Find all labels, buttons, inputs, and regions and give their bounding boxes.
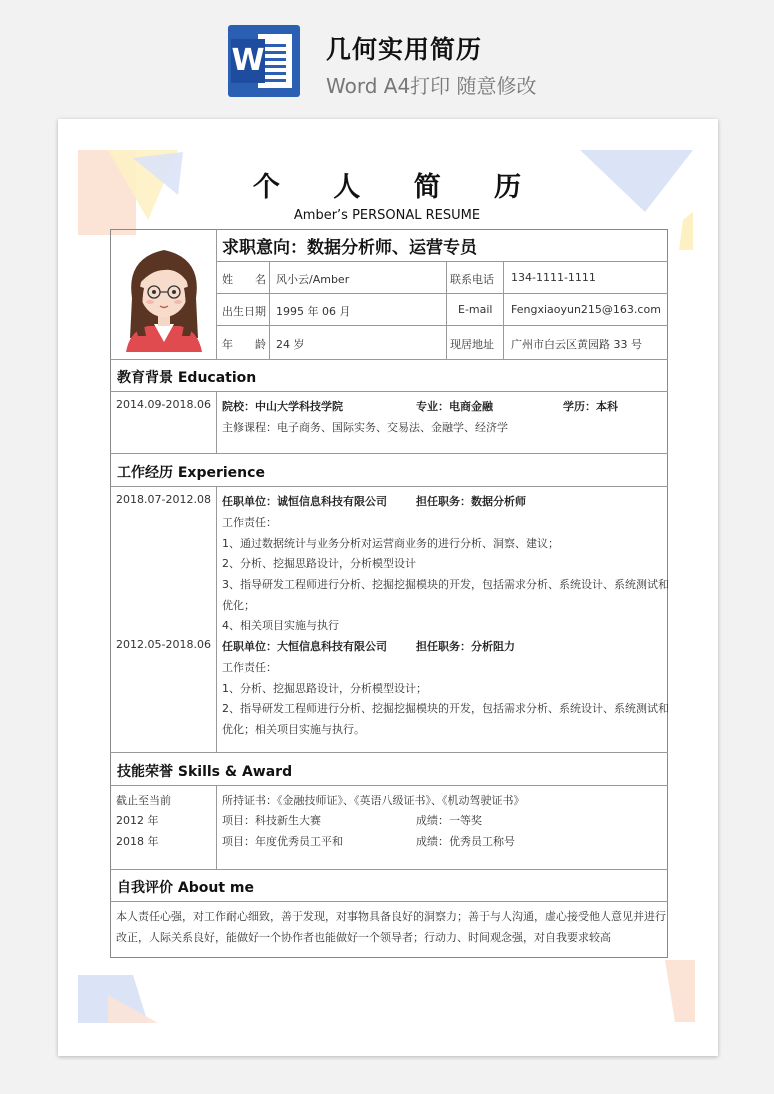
skill-item: 项目：科技新生大赛 bbox=[222, 814, 321, 827]
age-value: 24 岁 bbox=[276, 338, 305, 351]
resume-title: 个 人 简 历 bbox=[252, 172, 544, 203]
skill-date: 2018 年 bbox=[116, 835, 159, 848]
about-line: 改正，人际关系良好，能做好一个协作者也能做好一个领导者；行动力、时间观念强，对自我要求较高 bbox=[116, 931, 611, 944]
job-1-line: 2、分析、挖掘思路设计，分析模型设计 bbox=[222, 557, 416, 570]
name-label: 姓 名 bbox=[222, 273, 266, 286]
education-courses: 主修课程：电子商务、国际实务、交易法、金融学、经济学 bbox=[222, 421, 508, 434]
education-school: 院校：中山大学科技学院 bbox=[222, 400, 343, 413]
job-2-line: 1、分析、挖掘思路设计，分析模型设计； bbox=[222, 682, 427, 695]
job-1-period: 2018.07-2012.08 bbox=[116, 493, 211, 506]
decor-bottom-left bbox=[78, 975, 168, 1025]
education-heading: 教育背景 Education bbox=[117, 370, 257, 386]
banner-subtitle: Word A4打印 随意修改 bbox=[326, 74, 537, 98]
education-major: 专业：电商金融 bbox=[416, 400, 493, 413]
about-line: 本人责任心强，对工作耐心细致，善于发现，对事物具备良好的洞察力；善于与人沟通，虚心接受他人意见并进行 bbox=[116, 910, 666, 923]
age-label: 年 龄 bbox=[222, 338, 266, 351]
job-2-line: 2、指导研发工程师进行分析、挖掘挖掘模块的开发，包括需求分析、系统设计、系统测试和 bbox=[222, 702, 669, 715]
job-2-company: 任职单位：大恒信息科技有限公司 bbox=[222, 640, 387, 653]
address-label: 现居地址 bbox=[450, 338, 494, 351]
address-value: 广州市白云区黄园路 33 号 bbox=[511, 338, 642, 351]
job-1-line: 工作责任： bbox=[222, 516, 277, 529]
job-1-line: 3、指导研发工程师进行分析、挖掘挖掘模块的开发，包括需求分析、系统设计、系统测试和 bbox=[222, 578, 669, 591]
email-value: Fengxiaoyun215@163.com bbox=[511, 303, 661, 316]
education-degree: 学历：本科 bbox=[563, 400, 618, 413]
skill-item: 所持证书：《金融技师证》、《英语八级证书》、《机动驾驶证书》 bbox=[222, 794, 525, 807]
skill-result: 成绩：优秀员工称号 bbox=[416, 835, 515, 848]
job-2-line: 工作责任： bbox=[222, 661, 277, 674]
email-label: E-mail bbox=[458, 303, 493, 316]
education-period: 2014.09-2018.06 bbox=[116, 398, 211, 411]
job-1-company: 任职单位：诚恒信息科技有限公司 bbox=[222, 495, 387, 508]
about-heading: 自我评价 About me bbox=[117, 880, 254, 896]
birth-value: 1995 年 06 月 bbox=[276, 305, 351, 318]
banner-title: 几何实用简历 bbox=[326, 35, 483, 64]
job-1-line: 1、通过数据统计与业务分析对运营商业务的进行分析、洞察、建议； bbox=[222, 537, 559, 550]
name-value: 风小云/Amber bbox=[276, 273, 350, 286]
skills-heading: 技能荣誉 Skills & Award bbox=[117, 764, 293, 780]
skill-date: 截止至当前 bbox=[116, 794, 171, 807]
decor-bottom-right bbox=[655, 960, 697, 1022]
word-icon: W bbox=[228, 25, 300, 97]
phone-value: 134-1111-1111 bbox=[511, 271, 596, 284]
job-1-line: 优化； bbox=[222, 599, 255, 612]
avatar bbox=[118, 238, 210, 352]
skill-result: 成绩：一等奖 bbox=[416, 814, 482, 827]
experience-heading: 工作经历 Experience bbox=[117, 465, 265, 481]
job-1-line: 4、相关项目实施与执行 bbox=[222, 619, 339, 632]
skill-date: 2012 年 bbox=[116, 814, 159, 827]
banner bbox=[0, 0, 774, 118]
job-2-period: 2012.05-2018.06 bbox=[116, 638, 211, 651]
birth-label: 出生日期 bbox=[222, 305, 266, 318]
job-1-position: 担任职务：数据分析师 bbox=[416, 495, 526, 508]
job-2-position: 担任职务：分析阻力 bbox=[416, 640, 515, 653]
job-objective: 求职意向：数据分析师、运营专员 bbox=[222, 238, 477, 258]
skill-item: 项目：年度优秀员工平和 bbox=[222, 835, 343, 848]
job-2-line: 优化；相关项目实施与执行。 bbox=[222, 723, 365, 736]
resume-subtitle: Amber’s PERSONAL RESUME bbox=[293, 208, 481, 223]
phone-label: 联系电话 bbox=[450, 273, 494, 286]
